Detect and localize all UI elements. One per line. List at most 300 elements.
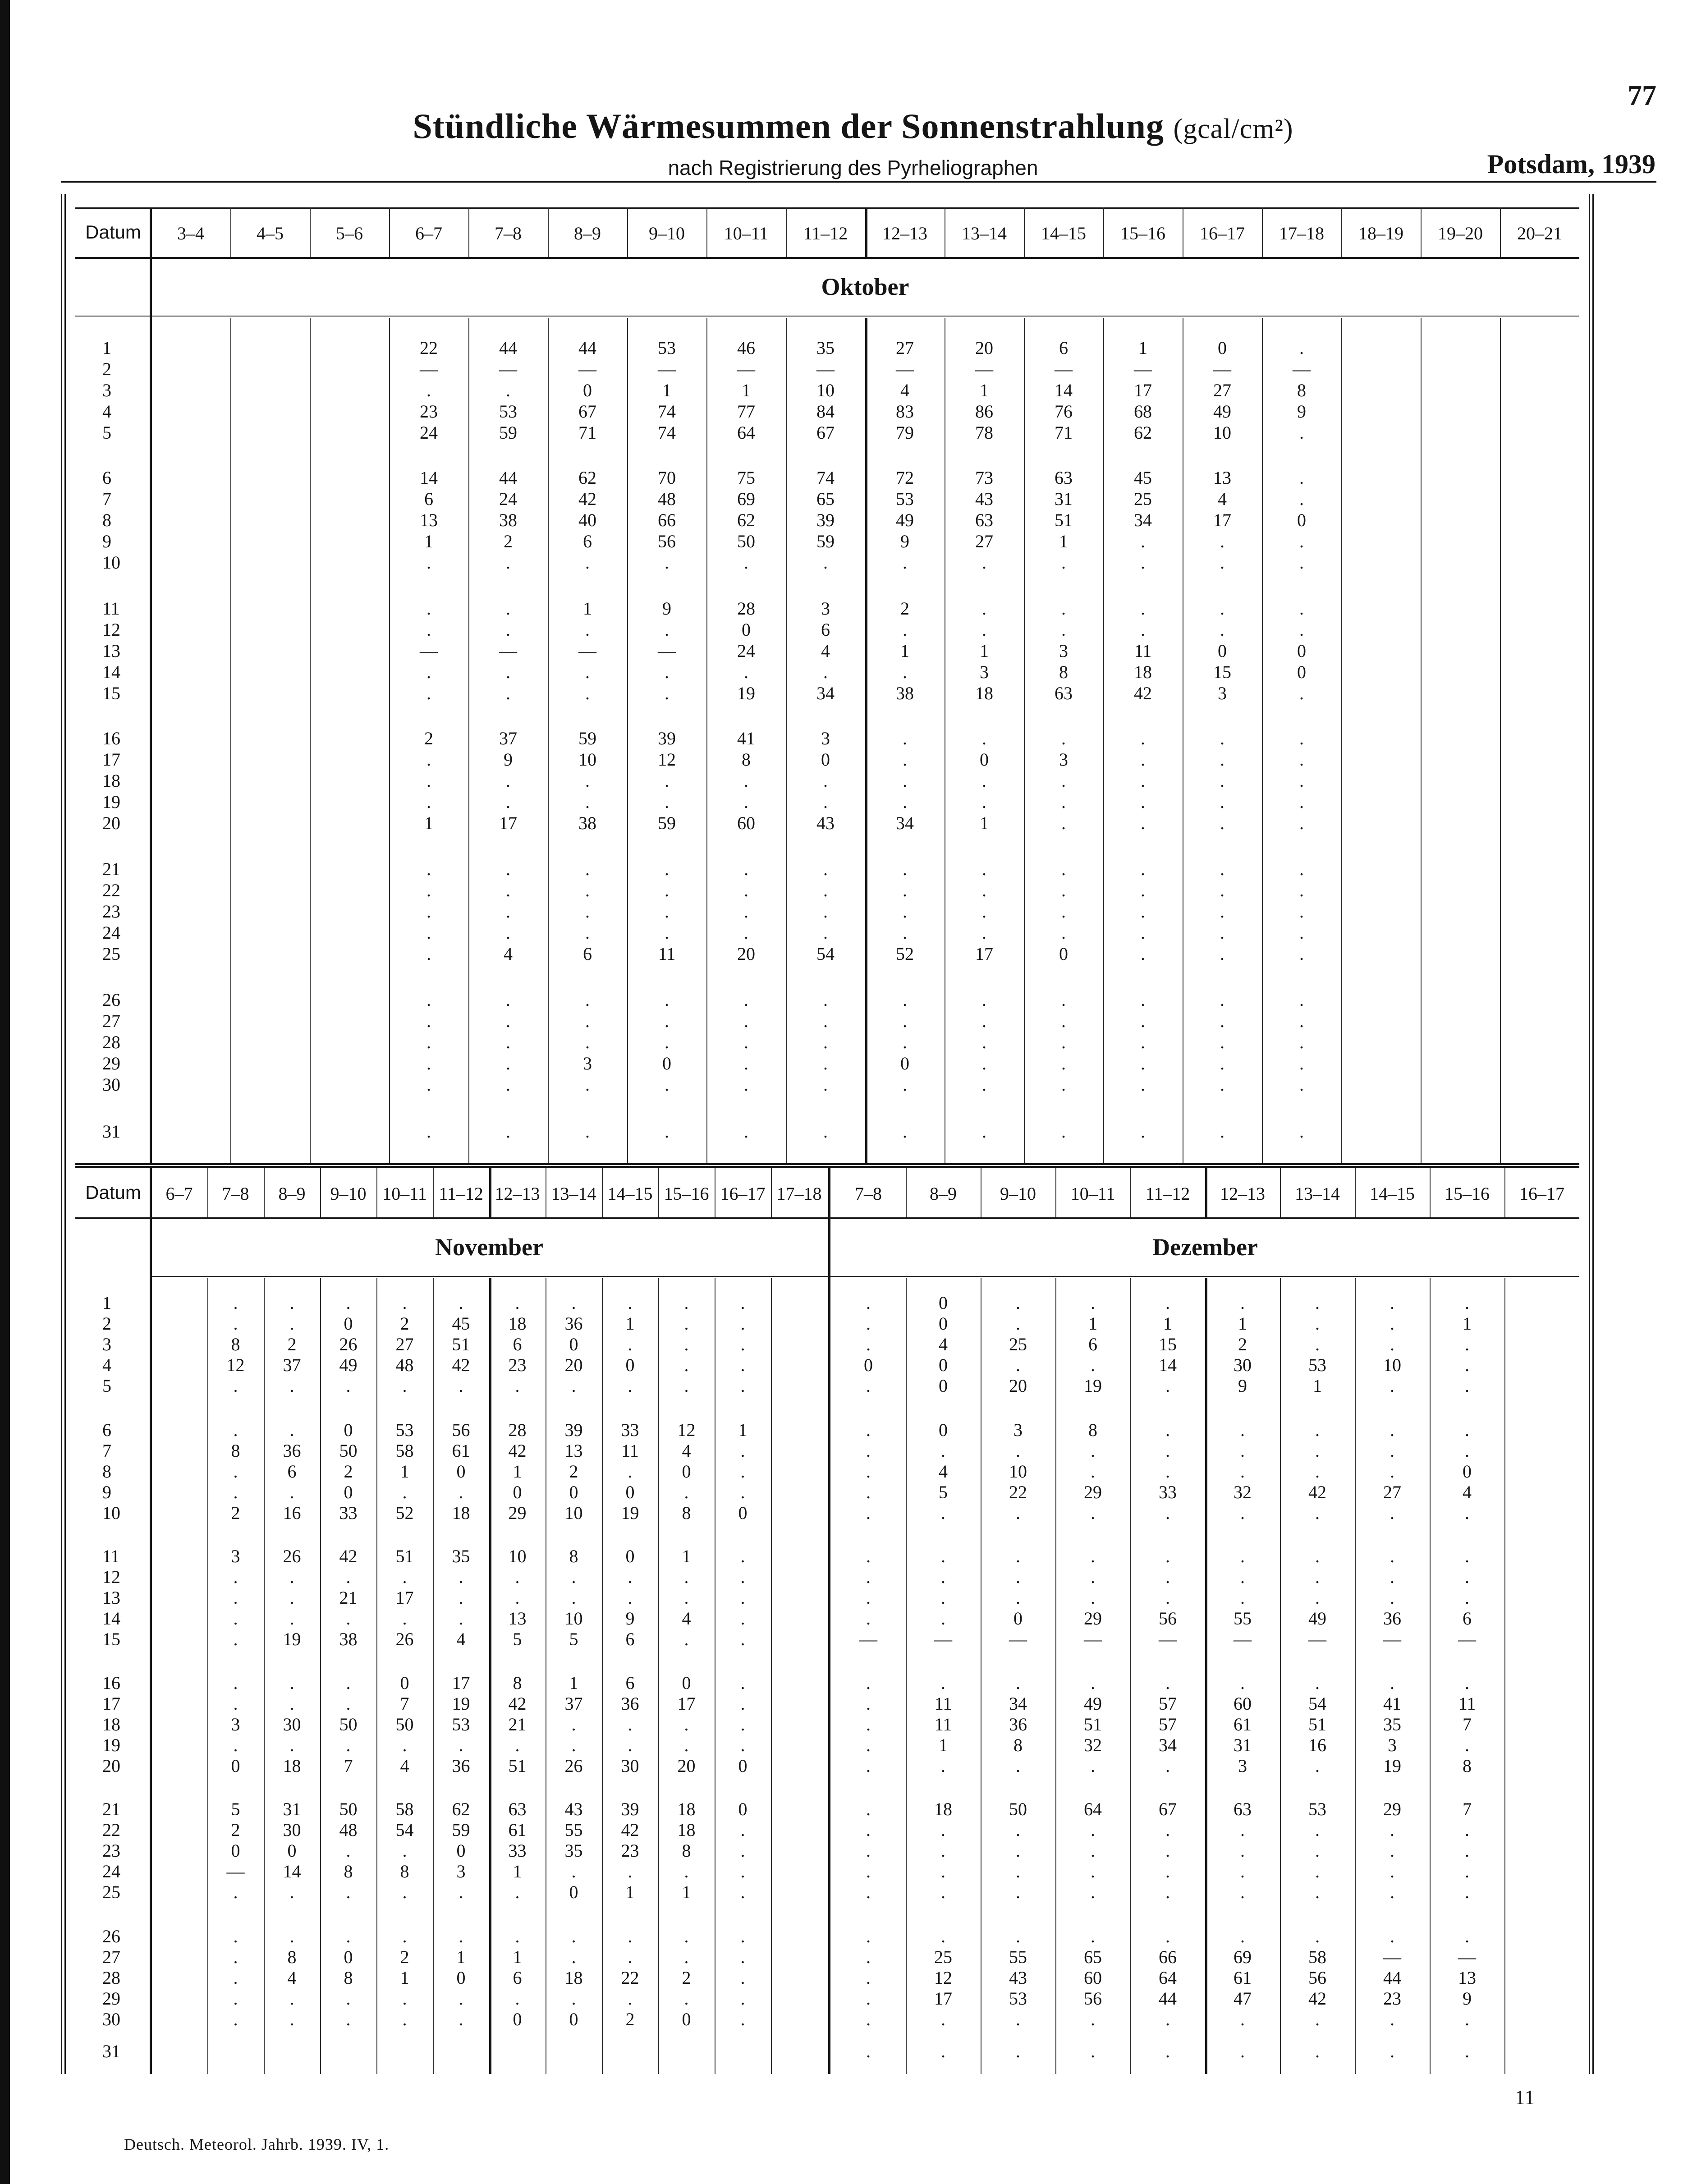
section-divider — [75, 1163, 1579, 1168]
nov-value-cell: 0 — [569, 1334, 578, 1354]
nov-value-cell: . — [233, 1693, 238, 1714]
nov-value-cell: 61 — [452, 1441, 470, 1461]
oct-value-cell: — — [420, 641, 438, 661]
oct-value-cell: 67 — [578, 401, 596, 422]
title-unit: (gcal/cm²) — [1173, 114, 1293, 144]
nov-value-cell: . — [289, 2009, 294, 2029]
oct-value-cell: . — [1299, 468, 1304, 488]
dec-value-cell: 1 — [1163, 1313, 1172, 1334]
oct-hour-header: 8–9 — [574, 223, 601, 243]
nov-value-cell: . — [740, 1376, 745, 1396]
oct-value-cell: . — [982, 1121, 986, 1142]
oct-hour-header: 14–15 — [1041, 223, 1086, 243]
dec-value-cell: 0 — [939, 1293, 948, 1313]
nov-value-cell: 56 — [452, 1420, 470, 1440]
oct-value-cell: . — [1220, 901, 1224, 922]
dec-value-cell: . — [941, 1608, 945, 1629]
nov-value-cell: 5 — [569, 1629, 578, 1649]
oct-value-cell: 76 — [1055, 401, 1073, 422]
dec-value-cell: 4 — [939, 1334, 948, 1354]
dec-value-cell: 3 — [1388, 1735, 1397, 1755]
dec-value-cell: 64 — [1084, 1799, 1102, 1819]
oct-value-cell: . — [744, 922, 748, 943]
nov-value-cell: . — [289, 1293, 294, 1313]
oct-value-cell: . — [506, 598, 510, 619]
oct-column-divider — [1262, 207, 1263, 257]
nov-value-cell: 50 — [339, 1799, 358, 1819]
oct-column-divider — [1103, 207, 1104, 257]
oct-value-cell: . — [585, 1074, 590, 1095]
oct-day-label: 28 — [102, 1032, 120, 1052]
nov-value-cell: . — [740, 1988, 745, 2009]
oct-value-cell: 59 — [499, 422, 517, 443]
oct-day-label: 16 — [102, 728, 120, 748]
dec-value-cell: . — [1390, 1420, 1394, 1440]
oct-value-cell: . — [1141, 901, 1145, 922]
dec-value-cell: . — [1465, 1840, 1469, 1861]
oct-column-divider — [627, 207, 628, 257]
oct-day-label: 13 — [102, 641, 120, 661]
dec-value-cell: . — [1091, 1461, 1095, 1482]
nov-value-cell: . — [289, 1313, 294, 1334]
dec-value-cell: 55 — [1009, 1947, 1027, 1967]
oct-value-cell: 3 — [821, 728, 830, 748]
nov-value-cell: . — [402, 1567, 407, 1587]
dec-column-divider — [1280, 1168, 1281, 1217]
dec-value-cell: 56 — [1159, 1608, 1177, 1629]
dec-value-cell: . — [1390, 2009, 1394, 2029]
dec-value-cell: . — [1016, 1820, 1020, 1840]
nov-value-cell: . — [289, 1988, 294, 2009]
dec-value-cell: 8 — [1088, 1420, 1097, 1440]
nov-value-cell: . — [740, 1693, 745, 1714]
dec-value-cell: 63 — [1234, 1799, 1252, 1819]
oct-value-cell: . — [426, 990, 431, 1010]
oct-value-cell: . — [823, 1032, 828, 1052]
dec-value-cell: . — [1091, 1441, 1095, 1461]
nov-value-cell: . — [684, 1947, 689, 1967]
nov-value-cell: 36 — [564, 1313, 583, 1334]
nov-value-cell: 3 — [231, 1546, 240, 1566]
oct-value-cell: . — [1141, 1032, 1145, 1052]
oct-value-cell: . — [585, 792, 590, 812]
oct-column-divider — [1024, 207, 1025, 257]
oct-value-cell: . — [1220, 1074, 1224, 1095]
dec-value-cell: . — [941, 1441, 945, 1461]
novdec-day-label: 16 — [102, 1673, 120, 1693]
nov-value-cell: 49 — [339, 1355, 358, 1375]
dec-value-cell: . — [866, 1313, 871, 1334]
oct-value-cell: . — [744, 1032, 748, 1052]
oct-value-cell: . — [1061, 728, 1066, 748]
oct-hour-header: 17–18 — [1279, 223, 1324, 243]
dec-value-cell: . — [1165, 1882, 1170, 1902]
dec-value-cell: . — [941, 1840, 945, 1861]
nov-value-cell: . — [346, 1988, 351, 2009]
dec-value-cell: 16 — [1308, 1735, 1326, 1755]
dec-value-cell: . — [1465, 1820, 1469, 1840]
nov-value-cell: . — [289, 1420, 294, 1440]
novdec-datum-divider — [150, 1168, 152, 2074]
dec-value-cell: . — [1016, 1567, 1020, 1587]
oct-value-cell: 1 — [662, 380, 671, 400]
dec-value-cell: . — [866, 1673, 871, 1693]
dec-value-cell: 57 — [1159, 1714, 1177, 1734]
nov-value-cell: 1 — [625, 1882, 635, 1902]
oct-value-cell: . — [585, 1032, 590, 1052]
oct-value-cell: 17 — [1134, 380, 1152, 400]
oct-value-cell: . — [1061, 552, 1066, 573]
oct-value-cell: 1 — [583, 598, 592, 619]
dec-value-cell: . — [1465, 1673, 1469, 1693]
dec-value-cell: . — [1165, 1441, 1170, 1461]
nov-month-title: November — [435, 1234, 543, 1261]
oct-value-cell: . — [426, 944, 431, 964]
dec-value-cell: . — [1165, 1926, 1170, 1946]
nov-value-cell: 6 — [625, 1629, 635, 1649]
nov-value-cell: . — [684, 1926, 689, 1946]
oct-value-cell: — — [578, 641, 596, 661]
nov-value-cell: 4 — [400, 1756, 409, 1776]
nov-value-cell: 8 — [513, 1673, 522, 1693]
nov-value-cell: 1 — [513, 1461, 522, 1482]
dec-value-cell: . — [941, 2041, 945, 2061]
oct-day-label: 3 — [102, 380, 111, 400]
dec-value-cell: . — [1390, 1820, 1394, 1840]
oct-value-cell: 23 — [420, 401, 438, 422]
oct-day-label: 14 — [102, 662, 120, 682]
oct-day-label: 23 — [102, 901, 120, 922]
nov-value-cell: . — [740, 1313, 745, 1334]
oct-value-cell: . — [426, 1032, 431, 1052]
oct-value-cell: . — [665, 880, 669, 900]
nov-value-cell: 0 — [738, 1799, 748, 1819]
dec-value-cell: . — [1091, 1355, 1095, 1375]
dec-value-cell: . — [1315, 1293, 1320, 1313]
oct-value-cell: — — [658, 641, 676, 661]
nov-value-cell: 1 — [400, 1968, 409, 1988]
oct-value-cell: 68 — [1134, 401, 1152, 422]
dec-value-cell: . — [1315, 1503, 1320, 1523]
oct-day-label: 24 — [102, 922, 120, 943]
dec-value-cell: 0 — [1014, 1608, 1023, 1629]
oct-value-cell: . — [744, 792, 748, 812]
oct-value-cell: 44 — [578, 338, 596, 358]
oct-value-cell: . — [665, 552, 669, 573]
oct-value-cell: 42 — [578, 489, 596, 509]
novdec-day-label: 11 — [102, 1546, 120, 1566]
oct-value-cell: . — [665, 1121, 669, 1142]
oct-value-cell: . — [1061, 922, 1066, 943]
oct-value-cell: 44 — [499, 468, 517, 488]
nov-value-cell: . — [402, 1376, 407, 1396]
oct-hour-header: 9–10 — [649, 223, 685, 243]
oct-value-cell: 6 — [821, 619, 830, 640]
oct-value-cell: 0 — [1297, 510, 1306, 530]
oct-value-cell: . — [1220, 619, 1224, 640]
dec-value-cell: 23 — [1383, 1988, 1401, 2009]
nov-value-cell: . — [684, 1482, 689, 1502]
dec-value-cell: . — [1016, 1756, 1020, 1776]
nov-hour-header: 12–13 — [495, 1184, 540, 1204]
nov-value-cell: 2 — [344, 1461, 353, 1482]
dec-value-cell: . — [1465, 1861, 1469, 1881]
nov-value-cell: 8 — [400, 1861, 409, 1881]
nov-value-cell: . — [515, 1926, 520, 1946]
nov-value-cell: . — [346, 2009, 351, 2029]
oct-value-cell: 14 — [1055, 380, 1073, 400]
dec-value-cell: . — [1091, 1588, 1095, 1608]
nov-value-cell: 0 — [569, 1882, 578, 1902]
oct-value-cell: 67 — [816, 422, 835, 443]
oct-value-cell: 53 — [896, 489, 914, 509]
dec-value-cell: 56 — [1308, 1968, 1326, 1988]
dec-value-cell: 1 — [1463, 1313, 1472, 1334]
oct-value-cell: . — [506, 901, 510, 922]
oct-value-cell: . — [1141, 990, 1145, 1010]
nov-value-cell: 0 — [513, 2009, 522, 2029]
nov-value-cell: 5 — [513, 1629, 522, 1649]
dec-value-cell: . — [1091, 1567, 1095, 1587]
nov-column-divider — [320, 1168, 321, 1217]
oct-hour-header: 18–19 — [1358, 223, 1403, 243]
dec-value-cell: . — [1165, 1420, 1170, 1440]
oct-value-cell: . — [426, 598, 431, 619]
oct-day-label: 20 — [102, 813, 120, 833]
nov-value-cell: 1 — [569, 1673, 578, 1693]
oct-value-cell: 3 — [583, 1053, 592, 1074]
nov-value-cell: . — [740, 1441, 745, 1461]
oct-value-cell: 0 — [1297, 662, 1306, 682]
oct-value-cell: . — [823, 552, 828, 573]
nov-value-cell: . — [684, 1355, 689, 1375]
novdec-day-label: 25 — [102, 1882, 120, 1902]
nov-value-cell: . — [459, 2009, 463, 2029]
dec-value-cell: . — [1390, 1926, 1394, 1946]
nov-value-cell: . — [740, 1840, 745, 1861]
dec-value-cell: 4 — [1463, 1482, 1472, 1502]
dec-value-cell: 33 — [1159, 1482, 1177, 1502]
nov-value-cell: 0 — [231, 1756, 240, 1776]
oct-value-cell: . — [823, 1011, 828, 1031]
dec-value-cell: . — [1165, 1503, 1170, 1523]
dec-value-cell: . — [1390, 1840, 1394, 1861]
nov-value-cell: . — [459, 1735, 463, 1755]
oct-value-cell: . — [1141, 792, 1145, 812]
nov-value-cell: 8 — [569, 1546, 578, 1566]
dec-value-cell: . — [1016, 1926, 1020, 1946]
oct-value-cell: 20 — [737, 944, 755, 964]
nov-value-cell: 8 — [231, 1441, 240, 1461]
oct-value-cell: . — [1299, 338, 1304, 358]
nov-value-cell: 58 — [395, 1799, 414, 1819]
oct-value-cell: . — [1299, 792, 1304, 812]
dec-value-cell: 19 — [1084, 1376, 1102, 1396]
dec-value-cell: . — [1016, 1503, 1020, 1523]
nov-value-cell: . — [402, 1482, 407, 1502]
nov-value-cell: . — [571, 1567, 576, 1587]
nov-value-cell: 6 — [513, 1334, 522, 1354]
nov-column-divider — [264, 1168, 265, 1217]
oct-value-cell: 74 — [816, 468, 835, 488]
dec-value-cell: 11 — [934, 1714, 952, 1734]
nov-value-cell: 22 — [621, 1968, 639, 1988]
dec-value-cell: 64 — [1159, 1968, 1177, 1988]
novdec-header-bottom-rule — [75, 1217, 1579, 1219]
oct-value-cell: . — [426, 771, 431, 791]
nov-value-cell: 51 — [508, 1756, 527, 1776]
dec-value-cell: . — [1091, 1546, 1095, 1566]
dec-value-cell: . — [866, 2041, 871, 2061]
oct-value-cell: . — [982, 880, 986, 900]
dec-value-cell: . — [1240, 1588, 1245, 1608]
oct-hour-header: 3–4 — [177, 223, 204, 243]
nov-value-cell: 0 — [682, 2009, 691, 2029]
nov-dec-divider — [828, 1168, 830, 2074]
oct-value-cell: . — [1220, 859, 1224, 879]
oct-value-cell: . — [426, 792, 431, 812]
nov-value-cell: . — [740, 1861, 745, 1881]
nov-value-cell: . — [515, 1376, 520, 1396]
dec-value-cell: . — [1465, 1441, 1469, 1461]
oct-value-cell: . — [665, 619, 669, 640]
dec-value-cell: . — [1465, 1420, 1469, 1440]
nov-value-cell: . — [515, 1988, 520, 2009]
nov-value-cell: 2 — [625, 2009, 635, 2029]
novdec-day-label: 30 — [102, 2009, 120, 2029]
oct-day-label: 31 — [102, 1121, 120, 1142]
oct-value-cell: 15 — [1213, 662, 1231, 682]
nov-value-cell: 6 — [287, 1461, 297, 1482]
title-text: Stündliche Wärmesummen der Sonnenstrahlung — [413, 106, 1164, 146]
oct-value-cell: 1 — [424, 531, 433, 551]
nov-value-cell: 13 — [508, 1608, 527, 1629]
dec-value-cell: 67 — [1159, 1799, 1177, 1819]
oct-value-cell: . — [903, 922, 907, 943]
oct-day-label: 19 — [102, 792, 120, 812]
dec-hour-header: 8–9 — [930, 1184, 957, 1204]
oct-column-divider — [865, 207, 867, 257]
nov-value-cell: . — [740, 1629, 745, 1649]
nov-value-cell: . — [289, 1482, 294, 1502]
nov-value-cell: . — [628, 1947, 633, 1967]
nov-value-cell: . — [740, 1968, 745, 1988]
dec-value-cell: . — [1091, 1882, 1095, 1902]
oct-value-cell: . — [1141, 1121, 1145, 1142]
oct-day-label: 10 — [102, 552, 120, 573]
oct-value-cell: . — [1299, 922, 1304, 943]
oct-value-cell: . — [982, 1011, 986, 1031]
oct-value-cell: 0 — [1297, 641, 1306, 661]
nov-value-cell: . — [740, 1334, 745, 1354]
dec-hour-header: 11–12 — [1145, 1184, 1190, 1204]
nov-value-cell: 1 — [513, 1861, 522, 1881]
oct-value-cell: 69 — [737, 489, 755, 509]
nov-value-cell: 6 — [513, 1968, 522, 1988]
novdec-day-label: 27 — [102, 1947, 120, 1967]
oct-value-cell: 53 — [499, 401, 517, 422]
dec-value-cell: . — [866, 1735, 871, 1755]
dec-value-cell: — — [1009, 1629, 1027, 1649]
oct-value-cell: 84 — [816, 401, 835, 422]
oct-value-cell: . — [1299, 880, 1304, 900]
dec-value-cell: . — [866, 1947, 871, 1967]
oct-value-cell: . — [903, 662, 907, 682]
oct-day-label: 9 — [102, 531, 111, 551]
nov-value-cell: . — [628, 1861, 633, 1881]
dec-value-cell: 60 — [1084, 1968, 1102, 1988]
nov-value-cell: . — [571, 1714, 576, 1734]
dec-value-cell: . — [1390, 1334, 1394, 1354]
dec-value-cell: 12 — [934, 1968, 952, 1988]
nov-value-cell: 63 — [508, 1799, 527, 1819]
nov-value-cell: 0 — [625, 1546, 635, 1566]
oct-hour-header: 11–12 — [803, 223, 848, 243]
oct-value-cell: . — [744, 771, 748, 791]
dec-value-cell: 4 — [939, 1461, 948, 1482]
oct-value-cell: . — [665, 922, 669, 943]
dec-hour-header: 16–17 — [1519, 1184, 1564, 1204]
nov-value-cell: 2 — [231, 1503, 240, 1523]
dec-hour-header: 15–16 — [1445, 1184, 1490, 1204]
nov-value-cell: . — [289, 1608, 294, 1629]
dec-value-cell: . — [1016, 1588, 1020, 1608]
oct-value-cell: 0 — [583, 380, 592, 400]
oct-datum-divider — [150, 207, 152, 1163]
dec-value-cell: . — [1240, 1926, 1245, 1946]
oct-value-cell: 59 — [658, 813, 676, 833]
oct-value-cell: . — [982, 552, 986, 573]
dec-value-cell: 34 — [1009, 1693, 1027, 1714]
oct-value-cell: . — [665, 1074, 669, 1095]
nov-column-divider — [207, 1168, 208, 1217]
dec-value-cell: . — [1240, 1546, 1245, 1566]
nov-value-cell: 33 — [339, 1503, 358, 1523]
dec-value-cell: 47 — [1234, 1988, 1252, 2009]
oct-value-cell: . — [1061, 990, 1066, 1010]
oct-value-cell: . — [1141, 771, 1145, 791]
nov-value-cell: 42 — [452, 1355, 470, 1375]
nov-value-cell: 0 — [400, 1673, 409, 1693]
nov-hour-header: 10–11 — [382, 1184, 427, 1204]
oct-hour-header: 4–5 — [257, 223, 284, 243]
oct-column-divider — [1341, 318, 1342, 1163]
dec-value-cell: 36 — [1009, 1714, 1027, 1734]
oct-value-cell: . — [506, 1032, 510, 1052]
dec-value-cell: . — [1016, 2009, 1020, 2029]
dec-value-cell: 1 — [1313, 1376, 1322, 1396]
dec-value-cell: . — [1390, 1503, 1394, 1523]
oct-value-cell: . — [982, 901, 986, 922]
dec-value-cell: — — [1234, 1629, 1252, 1649]
oct-value-cell: . — [903, 901, 907, 922]
dec-value-cell: . — [1465, 1882, 1469, 1902]
oct-value-cell: . — [982, 1053, 986, 1074]
dec-value-cell: . — [1240, 1441, 1245, 1461]
nov-value-cell: . — [459, 1926, 463, 1946]
oct-value-cell: . — [665, 901, 669, 922]
oct-value-cell: 63 — [1055, 683, 1073, 703]
nov-value-cell: . — [233, 1588, 238, 1608]
oct-value-cell: 42 — [1134, 683, 1152, 703]
dec-value-cell: 19 — [1383, 1756, 1401, 1776]
nov-value-cell: 50 — [339, 1714, 358, 1734]
nov-value-cell: . — [233, 1988, 238, 2009]
nov-value-cell: 36 — [452, 1756, 470, 1776]
nov-value-cell: 38 — [339, 1629, 358, 1649]
dec-value-cell: 8 — [1014, 1735, 1023, 1755]
oct-value-cell: 4 — [504, 944, 513, 964]
